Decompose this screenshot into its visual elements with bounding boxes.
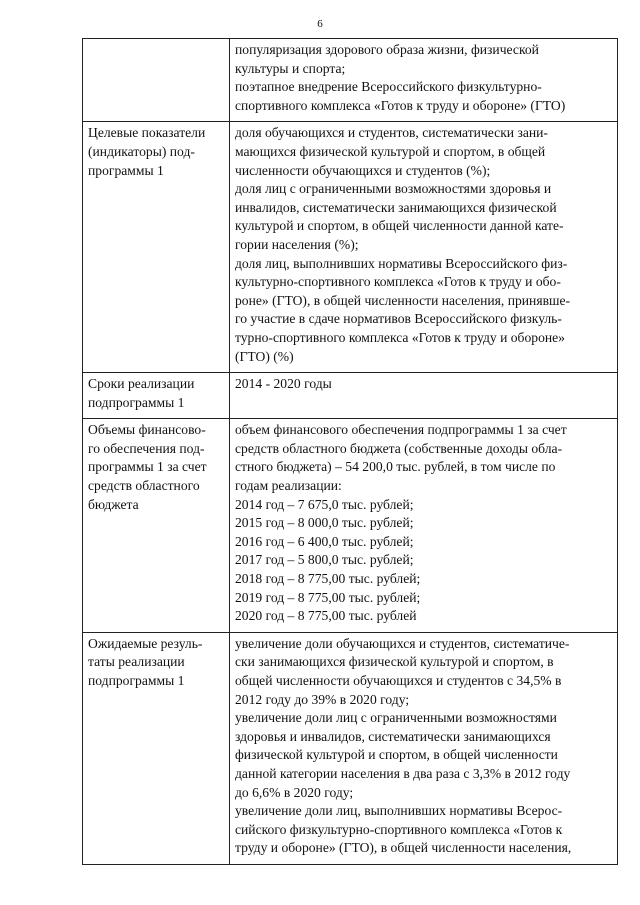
content-line: сийского физкультурно-спортивного комплекса «Готов к (235, 821, 563, 837)
label-line: Сроки реализации (88, 376, 195, 392)
label-line: Ожидаемые резуль- (88, 635, 203, 651)
content-line: культуры и спорта; (235, 60, 346, 76)
content-line: средств областного бюджета (собственные доходы обла- (235, 440, 563, 456)
row-content (230, 419, 618, 633)
row-target-indicators (83, 122, 618, 373)
row-label (83, 39, 230, 122)
row-funding (83, 419, 618, 633)
content-line: 2016 год – 6 400,0 тыс. рублей; (235, 533, 414, 549)
content-line: численности обучающихся и студентов (%); (235, 162, 491, 178)
content-line: труду и обороне» (ГТО), в общей численности населения, (235, 840, 572, 856)
row-content (230, 632, 618, 864)
passport-table (82, 38, 618, 865)
content-line: го участие в сдаче нормативов Всероссийского физкуль- (235, 311, 562, 327)
label-line: Объемы финансово- (88, 422, 206, 438)
content-line: турно-спортивного комплекса «Готов к труду и обороне» (235, 329, 565, 345)
content-line: 2017 год – 5 800,0 тыс. рублей; (235, 552, 414, 568)
content-line: годам реализации: (235, 478, 342, 494)
row-label (83, 419, 230, 633)
content-line: доля лиц с ограниченными возможностями здоровья и (235, 181, 552, 197)
content-line: данной категории населения в два раза с 3,3% в 2012 году (235, 765, 571, 781)
content-line: доля лиц, выполнивших нормативы Всероссийского физ- (235, 255, 568, 271)
content-line: популяризация здорового образа жизни, физической (235, 42, 539, 57)
label-line: го обеспечения под- (88, 440, 205, 456)
content-line: физической культурой и спортом, в общей численности (235, 747, 558, 763)
label-line: подпрограммы 1 (88, 673, 185, 688)
content-line: поэтапное внедрение Всероссийского физкультурно- (235, 79, 542, 95)
content-line: мающихся физической культурой и спортом, в общей (235, 143, 546, 159)
content-line: ски занимающихся физической культурой и спортом, в (235, 654, 554, 670)
content-line: 2015 год – 8 000,0 тыс. рублей; (235, 515, 414, 531)
content-line: 2014 год – 7 675,0 тыс. рублей; (235, 496, 414, 512)
row-label (83, 632, 230, 864)
content-line: увеличение доли обучающихся и студентов, систематиче- (235, 635, 570, 651)
content-line: здоровья и инвалидов, систематически занимающихся (235, 728, 551, 744)
row-label (83, 373, 230, 419)
content-line: роне» (ГТО), в общей численности населения, принявше- (235, 292, 571, 308)
content-line: 2020 год – 8 775,00 тыс. рублей (235, 608, 417, 624)
content-line: гории населения (%); (235, 236, 359, 252)
content-line: (ГТО) (%) (235, 348, 294, 364)
row-continuation (83, 39, 618, 122)
content-line: культурно-спортивного комплекса «Готов к труду и обо- (235, 274, 561, 290)
label-line: бюджета (88, 496, 139, 512)
content-line: стного бюджета) – 54 200,0 тыс. рублей, в том числе по (235, 459, 556, 475)
page-number: 6 (317, 18, 323, 30)
row-implementation-period (83, 373, 618, 419)
row-expected-results (83, 632, 618, 864)
row-label (83, 122, 230, 373)
content-line: объем финансового обеспечения подпрограммы 1 за счет (235, 422, 567, 438)
row-content (230, 122, 618, 373)
label-line: средств областного (88, 478, 200, 494)
content-line: до 6,6% в 2020 году; (235, 784, 354, 800)
row-content (230, 39, 618, 122)
content-line: 2012 году до 39% в 2020 году; (235, 691, 410, 707)
content-line: спортивного комплекса «Готов к труду и обороне» (ГТО) (235, 97, 566, 113)
label-line: программы 1 (88, 162, 164, 178)
content-line: доля обучающихся и студентов, систематически зани- (235, 125, 548, 141)
label-line: программы 1 за счет (88, 459, 207, 475)
label-line: Целевые показатели (88, 125, 206, 141)
row-content (230, 373, 618, 419)
label-line: (индикаторы) под- (88, 143, 195, 159)
content-line: инвалидов, систематически занимающихся физической (235, 199, 557, 215)
content-line: 2018 год – 8 775,00 тыс. рублей; (235, 571, 421, 587)
content-line: 2019 год – 8 775,00 тыс. рублей; (235, 589, 421, 605)
label-line: подпрограммы 1 (88, 394, 185, 410)
content-line: увеличение доли лиц, выполнивших нормативы Всерос- (235, 803, 563, 819)
content-line: увеличение доли лиц с ограниченными возможностями (235, 710, 557, 726)
content-line: 2014 - 2020 годы (235, 376, 332, 392)
label-line: таты реализации (88, 654, 185, 670)
content-line: культурой и спортом, в общей численности данной кате- (235, 218, 564, 234)
content-line: общей численности обучающихся и студентов с 34,5% в (235, 673, 562, 688)
